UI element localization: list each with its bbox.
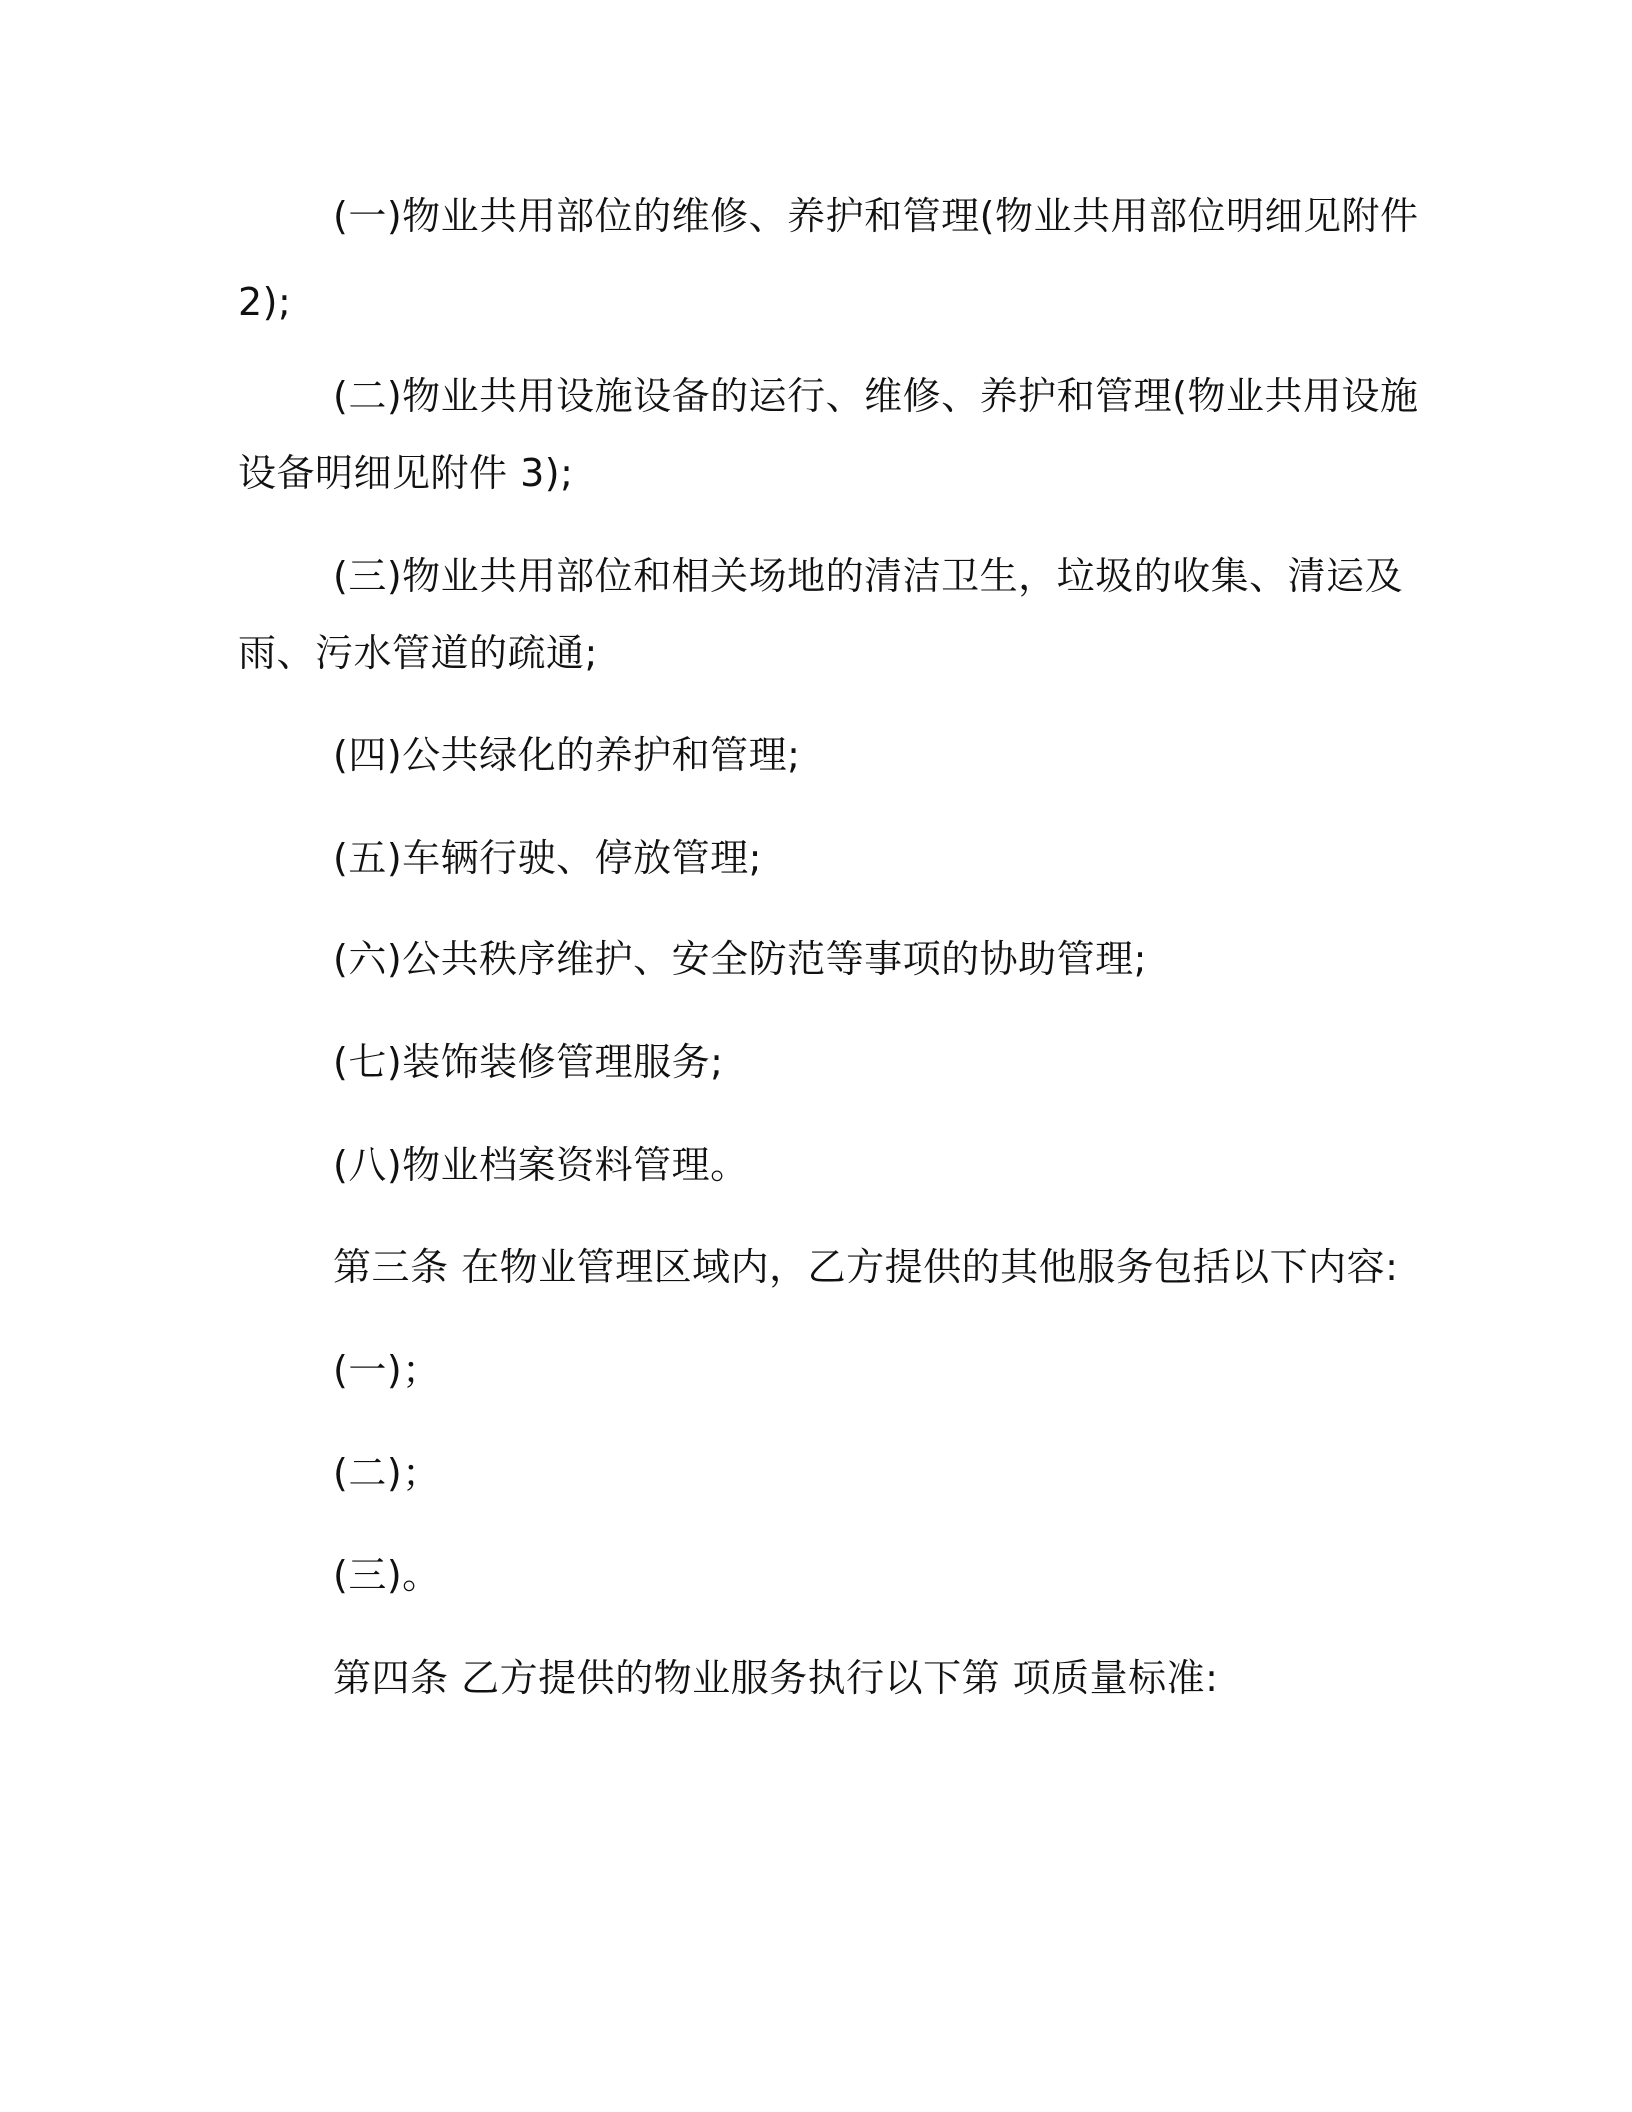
article-3-heading: 第三条 在物业管理区域内，乙方提供的其他服务包括以下内容: — [333, 1245, 1399, 1289]
item-3-line-1: (三)物业共用部位和相关场地的清洁卫生，垃圾的收集、清运及 — [333, 554, 1404, 598]
item-4: (四)公共绿化的养护和管理; — [333, 733, 801, 777]
item-1-line-2: 2); — [238, 280, 292, 324]
item-3-line-2: 雨、污水管道的疏通; — [238, 631, 598, 675]
article-3-item-1: (一)； — [333, 1348, 441, 1392]
article-3-item-2: (二)； — [333, 1451, 441, 1495]
item-6: (六)公共秩序维护、安全防范等事项的协助管理; — [333, 937, 1147, 981]
article-4-heading: 第四条 乙方提供的物业服务执行以下第 项质量标准: — [333, 1656, 1219, 1700]
item-1-line-1: (一)物业共用部位的维修、养护和管理(物业共用部位明细见附件 — [333, 194, 1419, 238]
item-8: (八)物业档案资料管理。 — [333, 1143, 749, 1187]
item-7: (七)装饰装修管理服务; — [333, 1040, 724, 1084]
item-2-line-1: (二)物业共用设施设备的运行、维修、养护和管理(物业共用设施 — [333, 374, 1419, 418]
item-2-line-2: 设备明细见附件 3); — [238, 451, 574, 495]
article-3-item-3: (三)。 — [333, 1553, 441, 1597]
item-5: (五)车辆行驶、停放管理; — [333, 836, 762, 880]
